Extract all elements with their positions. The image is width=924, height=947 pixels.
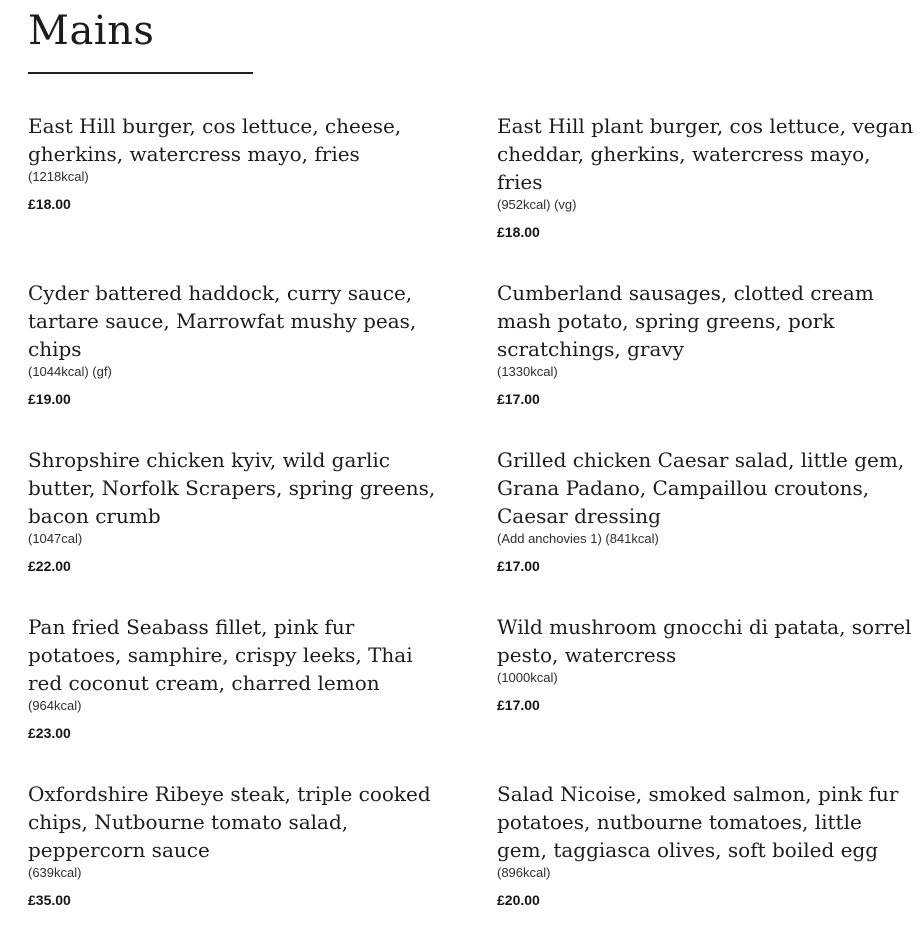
menu-item-name: East Hill burger, cos lettuce, cheese, gherkins, watercress mayo, fries [28, 114, 402, 166]
title-divider [28, 72, 253, 74]
menu-item [497, 279, 917, 408]
menu-item-calories: (952kcal) (vg) [497, 197, 577, 212]
menu-item-name: Salad Nicoise, smoked salmon, pink fur potatoes, nutbourne tomatoes, little gem, taggiasca olives, soft boiled egg [497, 782, 899, 862]
menu-item-price: £17.00 [497, 558, 540, 574]
menu-item-calories: (1218kcal) [28, 169, 89, 184]
menu-grid [28, 112, 914, 947]
menu-item-calories: (964kcal) [28, 698, 82, 713]
menu-item-price: £18.00 [497, 224, 540, 240]
menu-item-name: Pan fried Seabass fillet, pink fur potatoes, samphire, crispy leeks, Thai red coconut cream, charred lemon [28, 615, 413, 695]
menu-item-price: £22.00 [28, 558, 71, 574]
menu-item-price: £20.00 [497, 892, 540, 908]
menu-item-name: East Hill plant burger, cos lettuce, vegan cheddar, gherkins, watercress mayo, fries [497, 114, 914, 194]
menu-item-price: £17.00 [497, 391, 540, 407]
menu-item-calories: (1044kcal) (gf) [28, 364, 112, 379]
menu-item-calories: (1047cal) [28, 531, 83, 546]
menu-item-calories: (1000kcal) [497, 670, 558, 685]
menu-item-calories: (639kcal) [28, 865, 82, 880]
menu-item [28, 613, 448, 742]
menu-item-name: Shropshire chicken kyiv, wild garlic butter, Norfolk Scrapers, spring greens, bacon crumb [28, 448, 436, 528]
menu-item-price: £35.00 [28, 892, 71, 908]
menu-item-name: Cumberland sausages, clotted cream mash potato, spring greens, pork scratchings, gravy [497, 281, 874, 361]
menu-item [28, 780, 448, 909]
menu-item [497, 112, 917, 241]
menu-item-calories: (Add anchovies 1) (841kcal) [497, 531, 659, 546]
menu-item-name: Wild mushroom gnocchi di patata, sorrel pesto, watercress [497, 615, 912, 667]
menu-item-price: £18.00 [28, 196, 71, 212]
menu-item-calories: (1330kcal) [497, 364, 558, 379]
menu-item-price: £19.00 [28, 391, 71, 407]
menu-item-calories: (896kcal) [497, 865, 551, 880]
menu-item [28, 279, 448, 408]
menu-item-name: Cyder battered haddock, curry sauce, tartare sauce, Marrowfat mushy peas, chips [28, 281, 417, 361]
menu-item [28, 446, 448, 575]
menu-item-price: £17.00 [497, 697, 540, 713]
menu-item-price: £23.00 [28, 725, 71, 741]
menu-item-name: Grilled chicken Caesar salad, little gem, Grana Padano, Campaillou croutons, Caesar dressing [497, 448, 905, 528]
menu-item [497, 446, 917, 575]
menu-item-name: Oxfordshire Ribeye steak, triple cooked chips, Nutbourne tomato salad, peppercorn sauce [28, 782, 431, 862]
menu-item [497, 613, 917, 714]
page-title: Mains [28, 8, 155, 54]
menu-item [497, 780, 917, 909]
menu-item [28, 112, 448, 213]
